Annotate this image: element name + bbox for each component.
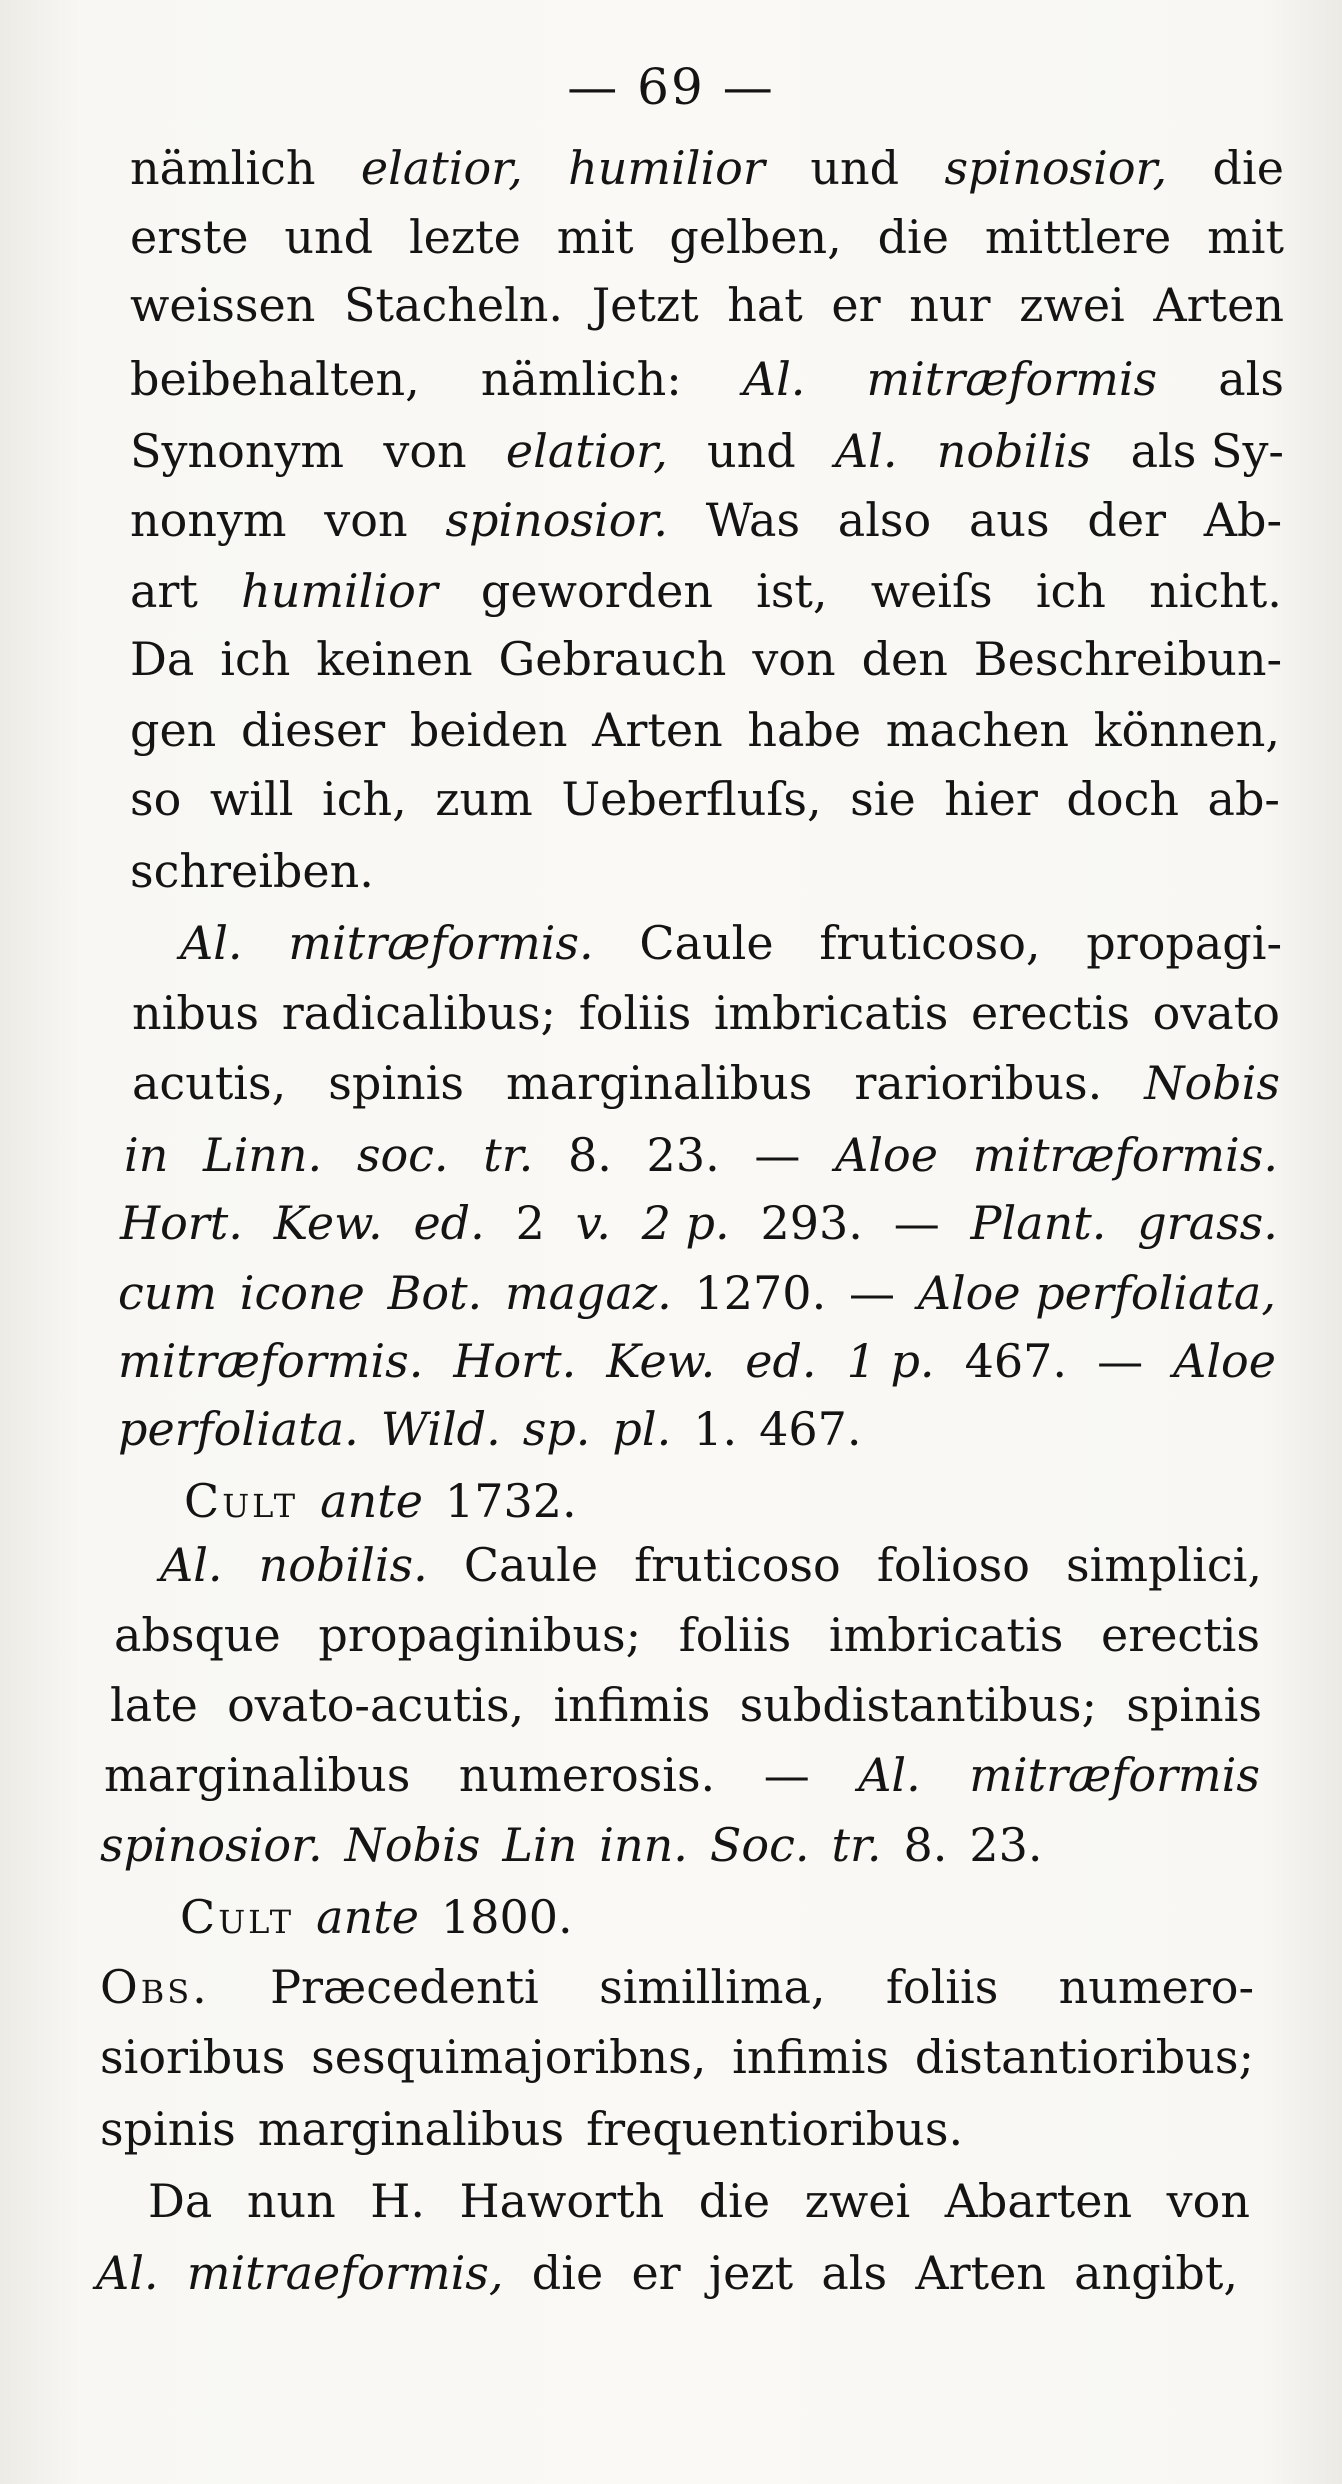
text-word: Jetzt (591, 278, 699, 332)
text-word: nonym (130, 493, 287, 547)
text-word: 293. (760, 1196, 863, 1250)
text-word: Soc. (709, 1818, 810, 1872)
text-word: Ab- (1203, 493, 1282, 547)
text-word: und (706, 424, 796, 478)
text-word: beiden (409, 703, 568, 757)
text-line (132, 986, 1280, 1040)
text-word: Obs. (100, 1960, 210, 2014)
text-word: tr. (831, 1818, 882, 1872)
text-line (118, 1334, 1276, 1388)
text-line (180, 916, 1282, 970)
text-word: frequentioribus. (586, 2102, 964, 2156)
text-word: gen (130, 703, 217, 757)
text-word: inn. (599, 1818, 688, 1872)
text-word: Ueberfluſs, (561, 772, 822, 826)
text-word: 467. (759, 1402, 862, 1456)
text-word: icone (239, 1266, 365, 1320)
text-word: magaz. (504, 1266, 672, 1320)
text-word: Da (130, 632, 195, 686)
text-word: absque (114, 1608, 281, 1662)
text-word: soc. (356, 1128, 449, 1182)
text-word: fruticoso, (819, 916, 1041, 970)
text-word: erectis (970, 986, 1130, 1040)
text-word: 23. (969, 1818, 1043, 1872)
text-word: Nobis (344, 1818, 481, 1872)
text-line (130, 493, 1282, 547)
text-word: humilior (241, 564, 438, 618)
text-word: er (831, 278, 881, 332)
text-word: nämlich: (480, 352, 682, 406)
text-word: gelben, (669, 210, 842, 264)
text-word: die (1212, 141, 1284, 195)
text-word: mit (1207, 210, 1284, 264)
text-word: Kew. (606, 1334, 716, 1388)
text-word: zum (435, 772, 533, 826)
text-word: 1800. (440, 1890, 573, 1944)
text-word: Arten (915, 2246, 1046, 2300)
text-word: elatior, (360, 141, 523, 195)
text-word: aus (968, 493, 1050, 547)
text-word: die (531, 2246, 604, 2300)
text-line (100, 1960, 1254, 2014)
text-word: angibt, (1074, 2246, 1238, 2300)
text-word: ovato-acutis, (227, 1678, 525, 1732)
text-word: perfoliata. (118, 1402, 359, 1456)
text-line (114, 1608, 1260, 1662)
text-word: spinosior. (445, 493, 668, 547)
text-word: 1732. (444, 1474, 577, 1528)
text-word: weissen (130, 278, 316, 332)
text-word: 2 (515, 1196, 545, 1250)
text-word: Al. (858, 1748, 921, 1802)
text-word: 467. (964, 1334, 1068, 1388)
text-word: Lin (502, 1818, 578, 1872)
text-word: cum (118, 1266, 218, 1320)
text-line (100, 2030, 1254, 2084)
text-word: propaginibus; (318, 1608, 642, 1662)
text-word: spinosior. (100, 1818, 323, 1872)
text-word: machen (885, 703, 1070, 757)
text-word: ovato (1152, 986, 1280, 1040)
text-word: 1 p. (846, 1334, 935, 1388)
text-word: acutis, (132, 1056, 287, 1110)
text-line (100, 1818, 1043, 1872)
text-line (184, 1474, 577, 1528)
text-word: pl. (612, 1402, 672, 1456)
text-word: Bot. (387, 1266, 483, 1320)
text-word: fruticoso (634, 1538, 841, 1592)
text-word: numero- (1058, 1960, 1254, 2014)
text-word: nur (909, 278, 991, 332)
text-word: Gebrauch (498, 632, 727, 686)
text-word: Beschreibun- (973, 632, 1282, 686)
text-word: ist, (756, 564, 828, 618)
text-word: mitræformis. (972, 1128, 1278, 1182)
text-word: beibehalten, (130, 352, 420, 406)
text-word: distantioribus; (914, 2030, 1254, 2084)
text-word: marginalibus (104, 1748, 411, 1802)
text-word: infimis (553, 1678, 711, 1732)
text-word: Was (705, 493, 801, 547)
text-word: als (1218, 352, 1284, 406)
text-line (100, 2102, 964, 2156)
text-word: mitræformis (866, 352, 1158, 406)
text-word: art (130, 564, 198, 618)
text-word: subdistantibus; (739, 1678, 1098, 1732)
text-word: foliis (885, 1960, 999, 2014)
text-line (118, 1402, 862, 1456)
text-word: ich (220, 632, 291, 686)
text-word: mitræformis (969, 1748, 1260, 1802)
text-line (180, 1890, 573, 1944)
text-word: H. (370, 2174, 425, 2228)
text-line (96, 2246, 1238, 2300)
text-word: Al. (180, 916, 243, 970)
text-word: so (130, 772, 182, 826)
text-word: propagi- (1086, 916, 1282, 970)
text-word: dieser (240, 703, 386, 757)
text-word: 23. (646, 1128, 720, 1182)
text-word: sioribus (100, 2030, 286, 2084)
text-word: grass. (1137, 1196, 1278, 1250)
text-line (130, 278, 1284, 332)
text-word: nibus (132, 986, 260, 1040)
text-word: geworden (480, 564, 713, 618)
text-line (130, 424, 1284, 478)
text-word: den (861, 632, 948, 686)
text-word: Linn. (203, 1128, 323, 1182)
text-word: Nobis (1144, 1056, 1280, 1110)
text-word: nobilis (936, 424, 1092, 478)
text-word: hat (727, 278, 803, 332)
text-word: spinis (1126, 1678, 1262, 1732)
text-word: schreiben. (130, 844, 374, 898)
text-word: ante (316, 1890, 419, 1944)
text-word: — (848, 1266, 895, 1320)
text-word: Caule (639, 916, 774, 970)
text-word: tr. (483, 1128, 534, 1182)
text-word: 8. (567, 1128, 612, 1182)
text-line (118, 1266, 1276, 1320)
text-word: ante (320, 1474, 423, 1528)
text-line (130, 632, 1282, 686)
text-word: v. (575, 1196, 611, 1250)
text-word: zwei (1019, 278, 1125, 332)
text-word: er (631, 2246, 681, 2300)
text-word: — (1097, 1334, 1144, 1388)
text-word: ich (1035, 564, 1106, 618)
text-word: Al. (96, 2246, 159, 2300)
text-line (120, 1196, 1278, 1250)
text-word: die (698, 2174, 771, 2228)
text-word: imbricatis (828, 1608, 1064, 1662)
text-word: erectis (1100, 1608, 1260, 1662)
text-word: hier (944, 772, 1038, 826)
text-word: keinen (316, 632, 473, 686)
text-word: Hort. (120, 1196, 243, 1250)
text-word: foliis (678, 1608, 792, 1662)
text-word: Kew. (273, 1196, 383, 1250)
text-word: können, (1093, 703, 1280, 757)
text-line (130, 210, 1284, 264)
text-line (124, 1128, 1278, 1182)
text-word: ich, (321, 772, 407, 826)
text-line (104, 1748, 1260, 1802)
text-word: radicalibus; (281, 986, 557, 1040)
text-word: habe (747, 703, 862, 757)
text-word: Hort. (453, 1334, 577, 1388)
text-word: als Sy- (1130, 424, 1284, 478)
text-word: Al. (160, 1538, 223, 1592)
text-word: jezt (708, 2246, 794, 2300)
text-word: foliis (578, 986, 692, 1040)
text-word: Cult (184, 1474, 299, 1528)
text-word: Al. (834, 424, 898, 478)
text-line (130, 772, 1280, 826)
text-word: nobilis. (258, 1538, 428, 1592)
text-word: nun (246, 2174, 336, 2228)
text-word: nämlich (130, 141, 316, 195)
text-word: numerosis. (458, 1748, 716, 1802)
text-word: doch (1066, 772, 1179, 826)
text-line (110, 1678, 1262, 1732)
text-word: Stacheln. (344, 278, 564, 332)
text-word: Synonym (130, 424, 345, 478)
text-word: late (110, 1678, 198, 1732)
text-word: marginalibus (506, 1056, 813, 1110)
text-word: in (124, 1128, 169, 1182)
text-line (130, 703, 1280, 757)
text-word: und (810, 141, 900, 195)
text-line (130, 564, 1282, 618)
text-word: Plant. (970, 1196, 1107, 1250)
text-word: weiſs (870, 564, 993, 618)
text-word: Aloe (835, 1128, 938, 1182)
text-word: simillima, (599, 1960, 826, 2014)
text-word: infimis (732, 2030, 890, 2084)
text-word: lezte (408, 210, 521, 264)
text-word: und (284, 210, 374, 264)
text-word: Da (148, 2174, 213, 2228)
text-word: als (821, 2246, 888, 2300)
text-word: Wild. (380, 1402, 501, 1456)
text-word: spinis (100, 2102, 236, 2156)
text-word: mitræformis. (118, 1334, 424, 1388)
text-word: 8. (903, 1818, 948, 1872)
text-word: Aloe (1173, 1334, 1276, 1388)
page-number: — 69 — (567, 58, 775, 116)
text-word: der (1087, 493, 1167, 547)
text-word: sie (850, 772, 916, 826)
text-word: folioso (876, 1538, 1030, 1592)
text-word: mittlere (984, 210, 1172, 264)
text-word: ab- (1207, 772, 1280, 826)
text-word: Cult (180, 1890, 295, 1944)
text-word: von (1166, 2174, 1250, 2228)
text-word: imbricatis (713, 986, 949, 1040)
text-word: Præcedenti (270, 1960, 539, 2014)
text-word: ed. (413, 1196, 485, 1250)
text-word: — (763, 1748, 810, 1802)
text-word: die (877, 210, 949, 264)
text-word: Arten (592, 703, 723, 757)
text-word: von (752, 632, 836, 686)
text-word: ed. (745, 1334, 817, 1388)
text-word: elatior, (505, 424, 668, 478)
text-word: Abarten (944, 2174, 1133, 2228)
text-word: mitræformis. (288, 916, 594, 970)
text-word: — (893, 1196, 940, 1250)
text-word: Al. (742, 352, 806, 406)
text-word: Aloe perfoliata, (917, 1266, 1276, 1320)
text-word: spinis (328, 1056, 464, 1110)
text-word: erste (130, 210, 249, 264)
text-word: will (209, 772, 294, 826)
text-word: 1270. (694, 1266, 827, 1320)
text-word: Haworth (459, 2174, 665, 2228)
text-word: sesquimajoribns, (311, 2030, 707, 2084)
text-line (130, 352, 1284, 406)
text-line (148, 2174, 1250, 2228)
text-word: von (383, 424, 467, 478)
text-word: mit (556, 210, 634, 264)
text-line (160, 1538, 1262, 1592)
text-line (132, 1056, 1280, 1110)
text-word: simplici, (1066, 1538, 1262, 1592)
text-word: von (324, 493, 408, 547)
text-word: also (837, 493, 932, 547)
text-word: Caule (463, 1538, 599, 1592)
text-word: — (754, 1128, 801, 1182)
text-word: Arten (1153, 278, 1284, 332)
text-word: marginalibus (257, 2102, 565, 2156)
text-word: humilior (568, 141, 765, 195)
text-word: nicht. (1149, 564, 1282, 618)
text-word: spinosior, (944, 141, 1168, 195)
text-line (130, 844, 374, 898)
text-word: zwei (804, 2174, 911, 2228)
text-word: 1. (693, 1402, 738, 1456)
text-word: rarioribus. (854, 1056, 1103, 1110)
text-word: sp. (522, 1402, 591, 1456)
text-word: 2 p. (641, 1196, 730, 1250)
text-line (130, 141, 1284, 195)
text-word: mitraeformis, (186, 2246, 504, 2300)
